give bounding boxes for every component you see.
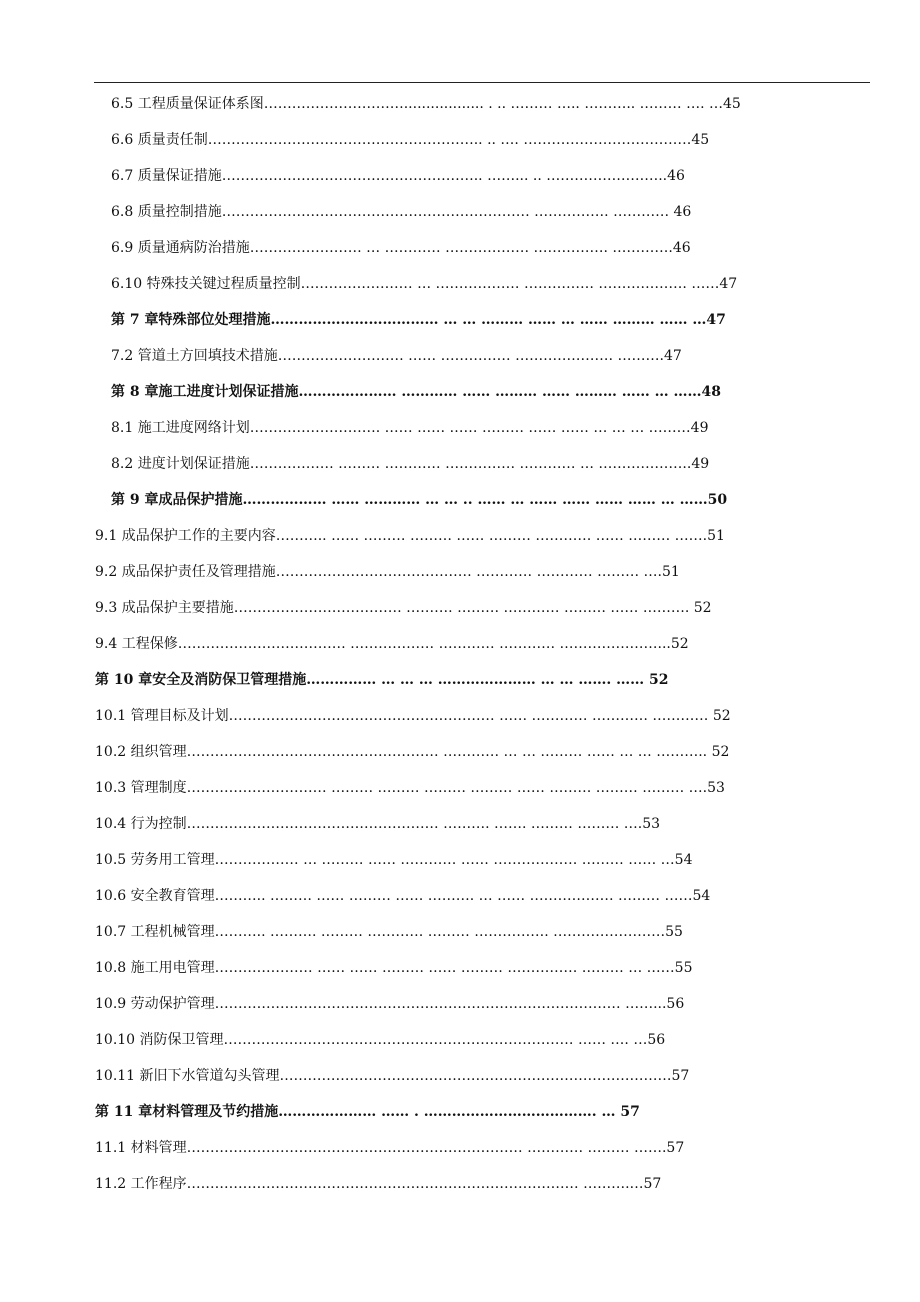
toc-entry[interactable] xyxy=(95,921,818,943)
toc-entry[interactable] xyxy=(95,597,818,619)
toc-entry-text: 10.9 劳动保护管理…………………………………………………………………………… ……...56 xyxy=(95,996,685,1012)
toc-entry[interactable] xyxy=(111,165,818,187)
toc-chapter-entry[interactable] xyxy=(111,309,818,331)
toc-entry-text: 10.8 施工用电管理………………… …… …… ……… …… ……… …………… ……… … ……55 xyxy=(95,960,693,976)
toc-entry-text: 10.3 管理制度………………………… ……… ……… ……… ……… …… ……… ……… ……… ….53 xyxy=(95,780,725,796)
toc-entry[interactable] xyxy=(111,237,818,259)
toc-entry-text: 7.2 管道土方回填技术措施……………………… …… …………… ………………… ……….47 xyxy=(111,348,682,364)
toc-entry-text: 第 7 章特殊部位处理措施……………………………… … … ……… …… … …… ……… …… …47 xyxy=(111,312,726,328)
toc-entry[interactable] xyxy=(95,561,818,583)
toc-entry[interactable] xyxy=(95,705,818,727)
toc-entry-text: 10.2 组织管理……………………………………………… ………… … … ……… …… … … ……….. 52 xyxy=(95,744,730,760)
toc-chapter-entry[interactable] xyxy=(111,381,818,403)
toc-entry-text: 9.4 工程保修……………………………… ……………… ………… ………… …………………...52 xyxy=(95,636,689,652)
toc-entry[interactable] xyxy=(95,1029,818,1051)
toc-entry-text: 9.2 成品保护责任及管理措施…………………………………… ………… ………… ……… ….51 xyxy=(95,564,680,580)
toc-entry-text: 6.5 工程质量保证体系图………………………….................. . .. ……… ….. ……….. ……… …. …45 xyxy=(111,96,741,112)
toc-entry-text: 第 8 章施工进度计划保证措施………………… ………… …… ……… …… ……… …… … ……48 xyxy=(111,384,721,400)
toc-entry-text: 6.9 质量通病防治措施…………………… … ………… ……………… ……………. ………….46 xyxy=(111,240,691,256)
toc-entry-text: 8.1 施工进度网络计划………………………. …… …… …… ……… …… …… … … … ………49 xyxy=(111,420,709,436)
toc-entry[interactable] xyxy=(95,885,818,907)
toc-entry-text: 10.5 劳务用工管理……………… … ……… …… ………… …… ……………… ……… …… …54 xyxy=(95,852,693,868)
toc-chapter-entry[interactable] xyxy=(111,489,818,511)
toc-entry-text: 6.7 质量保证措施……………………………………………….. ……... .. ……………………..46 xyxy=(111,168,685,184)
toc-entry-text: 11.2 工作程序………………………………………………………………………… ……….…57 xyxy=(95,1176,662,1192)
toc-entry[interactable] xyxy=(95,777,818,799)
toc-entry[interactable] xyxy=(111,453,818,475)
toc-entry[interactable] xyxy=(95,813,818,835)
toc-entry[interactable] xyxy=(111,129,818,151)
toc-entry-text: 10.1 管理目标及计划………………………………………………… …… ………… ………… ………… 52 xyxy=(95,708,731,724)
toc-entry[interactable] xyxy=(95,633,818,655)
toc-entry[interactable] xyxy=(95,849,818,871)
toc-entry-text: 11.1 材料管理……………………………………………………………… ………… ……… …….57 xyxy=(95,1140,685,1156)
toc-chapter-entry[interactable] xyxy=(95,669,818,691)
toc-entry-text: 10.11 新旧下水管道勾头管理…………………………………………………………………………57 xyxy=(95,1068,690,1084)
toc-entry-text: 6.6 质量责任制………………………………………………….. .. …. ………………………………45 xyxy=(111,132,710,148)
toc-entry[interactable] xyxy=(95,525,818,547)
toc-entry-text: 6.8 质量控制措施………………………………………………………… ……………. ………… 46 xyxy=(111,204,692,220)
toc-entry-text: 第 9 章成品保护措施……………… …… ………… … … .. …… … …… …… …… …… … ……50 xyxy=(111,492,728,508)
toc-entry-text: 9.3 成品保护主要措施……………………………… ………. ……… ………… ……… …… ………. 52 xyxy=(95,600,712,616)
toc-entry-text: 8.2 进度计划保证措施……………… ……… ………… …………… ………… … ………………..49 xyxy=(111,456,710,472)
toc-chapter-entry[interactable] xyxy=(95,1101,818,1123)
toc-entry[interactable] xyxy=(95,1137,818,1159)
toc-entry[interactable] xyxy=(111,417,818,439)
toc-entry-text: 9.1 成品保护工作的主要内容……….. …… ……… ……… …… ……… ………… …… ……… …….51 xyxy=(95,528,725,544)
toc-entry[interactable] xyxy=(111,273,818,295)
toc-entry[interactable] xyxy=(111,345,818,367)
toc-entry[interactable] xyxy=(111,201,818,223)
toc-entry-text: 10.6 安全教育管理……….. ……… …… ……… …… ………. … …… ……………… ……… ……54 xyxy=(95,888,711,904)
toc-entry[interactable] xyxy=(95,957,818,979)
toc-entry[interactable] xyxy=(95,1065,818,1087)
toc-entry-text: 10.10 消防保卫管理………………………………………………………………… …… …. …56 xyxy=(95,1032,666,1048)
toc-entry-text: 10.7 工程机械管理……….. ………. ……… ………… ……… ……………. ……………………55 xyxy=(95,924,683,940)
toc-entry[interactable] xyxy=(95,741,818,763)
toc-entry-text: 第 11 章材料管理及节约措施………………… …… . ………………………………. … 57 xyxy=(95,1104,640,1120)
toc-entry[interactable] xyxy=(111,93,818,115)
toc-entry-text: 第 10 章安全及消防保卫管理措施…………… … … … ………………… … … ……. …… 52 xyxy=(95,672,669,688)
toc-entry-text: 10.4 行为控制……………………………………………… ………. ……. ……… ……… ….53 xyxy=(95,816,661,832)
toc-entry[interactable] xyxy=(95,1173,818,1195)
toc-entry-text: 6.10 特殊技关键过程质量控制…………………… … ……………… …………… ………………. ……47 xyxy=(111,276,738,292)
toc-entry[interactable] xyxy=(95,993,818,1015)
